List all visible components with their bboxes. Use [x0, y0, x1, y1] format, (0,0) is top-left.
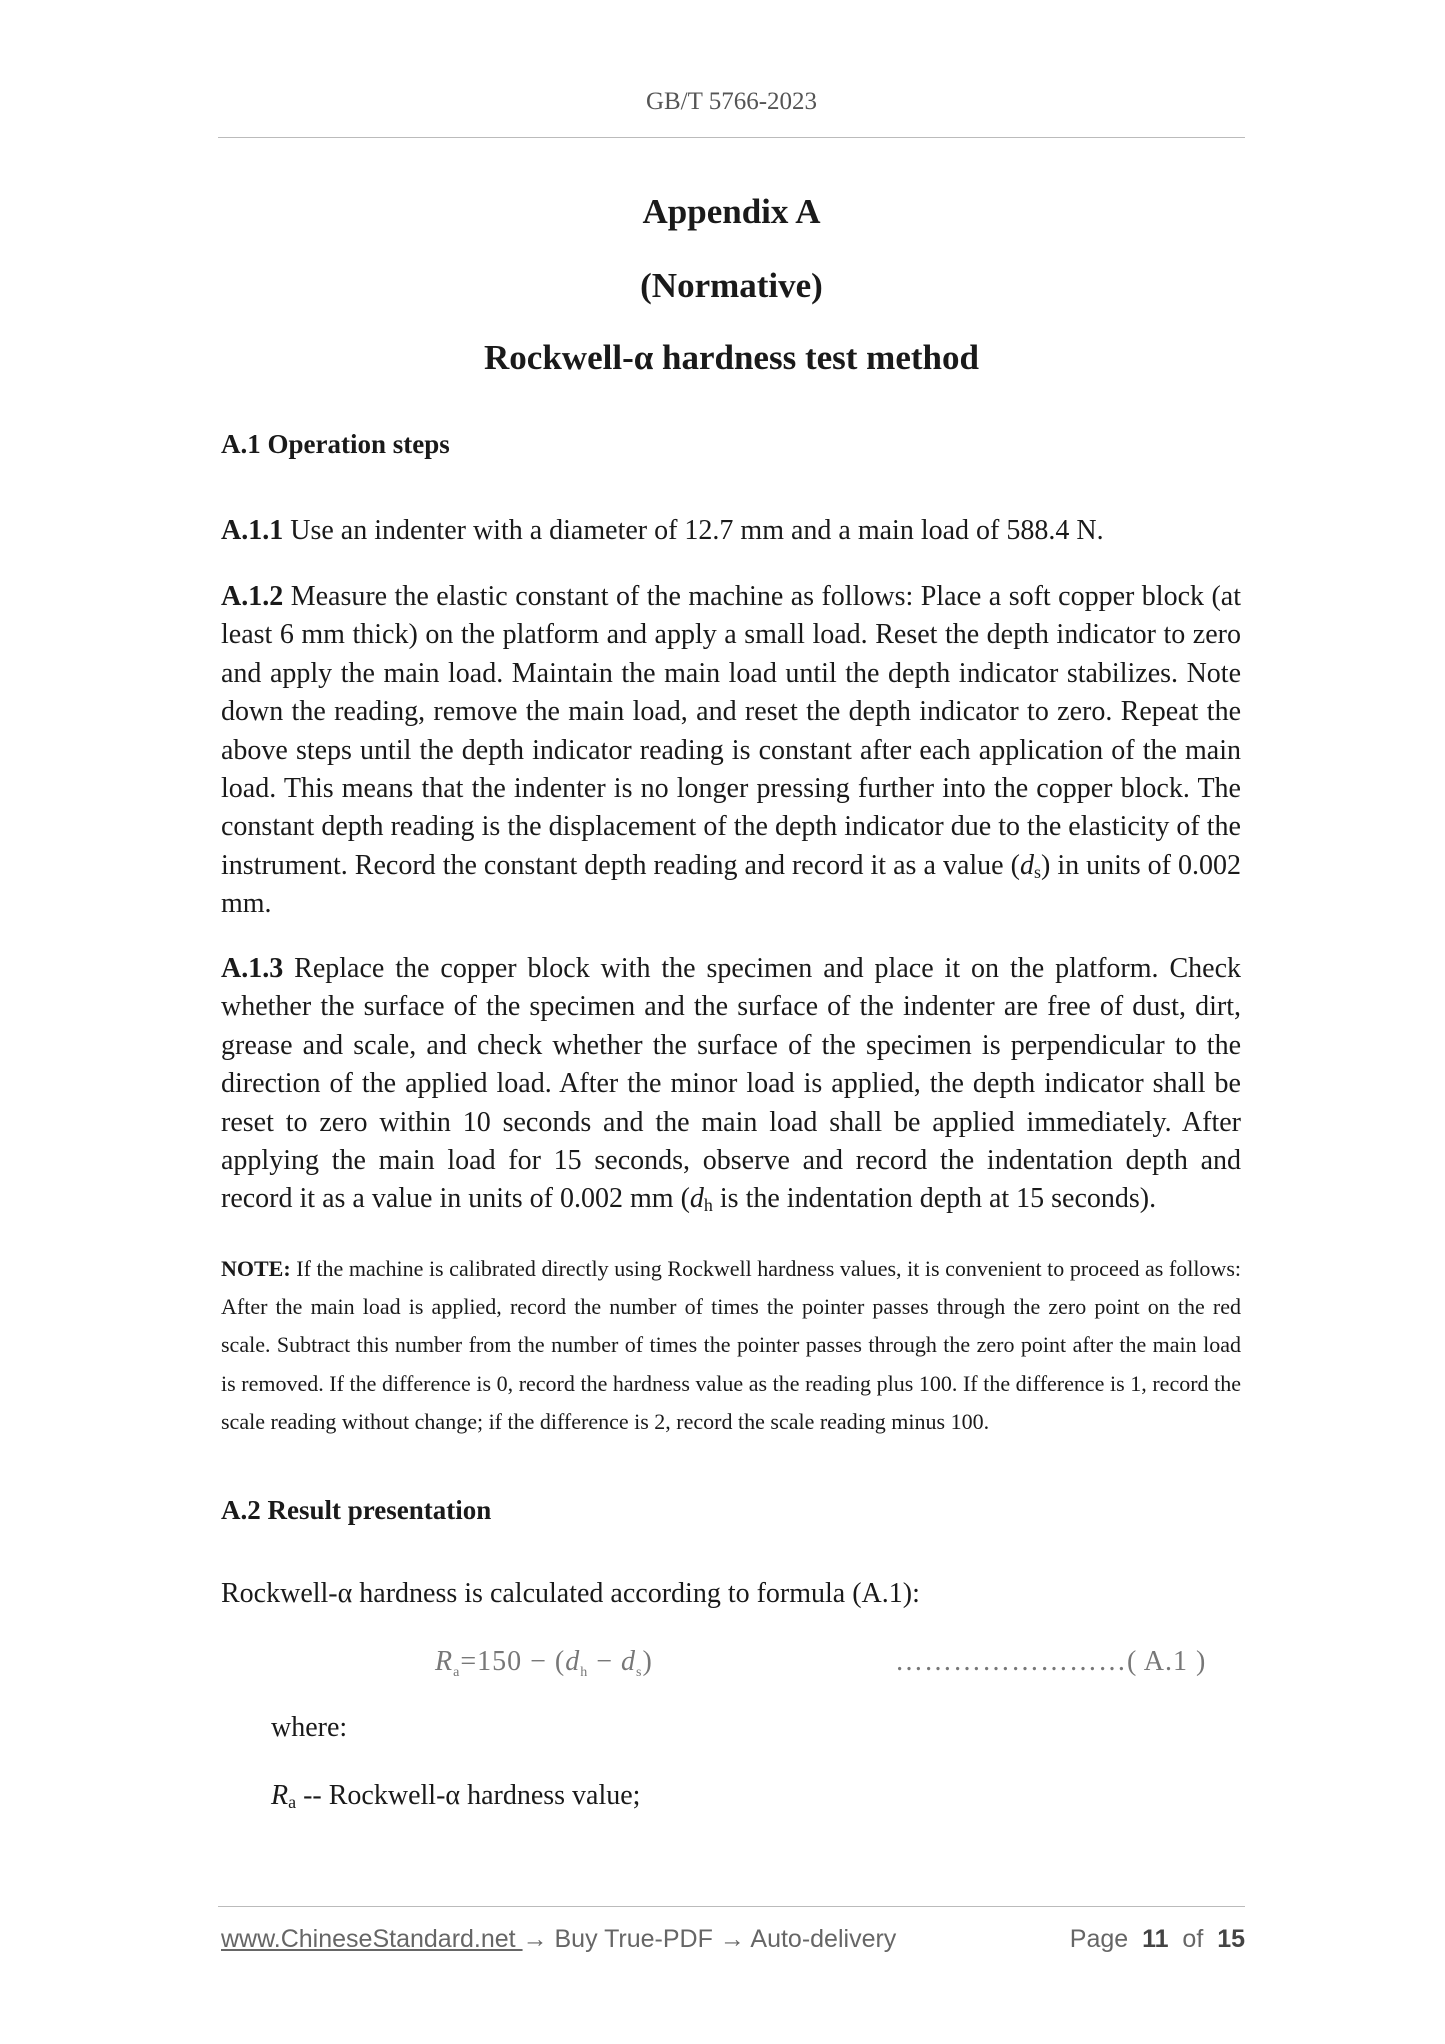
clause-a113	[221, 950, 1241, 1219]
clause-a111	[221, 512, 1241, 550]
formula-equals: =150 − (	[460, 1646, 566, 1677]
appendix-type: (Normative)	[640, 266, 823, 305]
note-paragraph	[221, 1250, 1241, 1441]
clause-number: A.1.2	[221, 581, 284, 612]
definition-subscript: a	[288, 1792, 297, 1812]
total-pages: 15	[1217, 1925, 1245, 1953]
of-label: of	[1182, 1925, 1204, 1953]
footer-left	[221, 1925, 896, 1954]
current-page: 11	[1142, 1925, 1169, 1953]
footer-tagline: → Buy True-PDF → Auto-delivery	[522, 1925, 897, 1953]
note-text: If the machine is calibrated directly using Rockwell hardness values, it is convenient to proceed as follows: After the main load is applied, record the number of times the pointer passes through the zero point on the red scale. Subtract this number from the number of times the pointer passes through the zero point after the main load is removed. If the difference is 0, record the hardness value as the reading plus 100. If the difference is 1, record the scale reading without change; if the difference is 2, record the scale reading minus 100.	[221, 1256, 1241, 1434]
formula-a1	[435, 1646, 653, 1678]
variable-subscript: s	[1033, 861, 1041, 882]
appendix-name: Rockwell-α hardness test method	[484, 338, 979, 377]
definition-ra	[271, 1780, 640, 1812]
section-heading-a1: A.1 Operation steps	[221, 429, 450, 459]
document-id-header: GB/T 5766-2023	[645, 88, 818, 115]
section-heading-a2: A.2 Result presentation	[221, 1495, 492, 1525]
page-number	[1070, 1925, 1245, 1954]
variable-subscript: h	[703, 1195, 713, 1216]
formula-minus: −	[588, 1646, 622, 1677]
header-divider	[218, 137, 1245, 138]
website-link[interactable]: www.ChineseStandard.net	[221, 1925, 523, 1953]
definition-text: -- Rockwell-α hardness value;	[296, 1780, 641, 1811]
clause-text-end: is the indentation depth at 15 seconds).	[712, 1183, 1157, 1215]
note-label: NOTE:	[221, 1256, 291, 1281]
formula-reference: ……………………( A.1 )	[895, 1646, 1207, 1677]
clause-text-end: ) in units of 0.002 mm.	[221, 849, 1241, 920]
clause-text: Replace the copper block with the specimen and place it on the platform. Check whether the surface of the specimen and the surface of the indenter are free of dust, dirt, grease and scale, and check whether the surface of the specimen is perpendicular to the direction of the applied load. After the minor load is applied, the depth indicator shall be reset to zero within 10 seconds and the main load shall be applied immediately. After applying the main load for 15 seconds, observe and record the indentation depth and record it as a value in units of 0.002 mm (	[221, 953, 1241, 1215]
clause-number: A.1.3	[221, 953, 284, 984]
formula-ds-subscript: s	[636, 1665, 643, 1680]
where-label: where:	[271, 1712, 348, 1743]
clause-text: Use an indenter with a diameter of 12.7 mm and a main load of 588.4 N.	[283, 515, 1104, 546]
formula-dh: d	[565, 1646, 581, 1677]
formula-R: R	[435, 1646, 454, 1677]
footer-divider	[218, 1906, 1245, 1907]
variable: d	[1019, 849, 1034, 881]
clause-number: A.1.1	[221, 515, 284, 546]
page-label: Page	[1069, 1925, 1129, 1953]
variable: d	[689, 1183, 704, 1215]
definition-variable: R	[271, 1780, 289, 1811]
clause-text: Measure the elastic constant of the machine as follows: Place a soft copper block (at least 6 mm thick) on the platform and apply a small load. Reset the depth indicator to zero and apply the main load. Maintain the main load until the depth indicator stabilizes. Note down the reading, remove the main load, and reset the depth indicator to zero. Repeat the above steps until the depth indicator reading is constant after each application of the main load. This means that the indenter is no longer pressing further into the copper block. The constant depth reading is the displacement of the depth indicator due to the elasticity of the instrument. Record the constant depth reading and record it as a value (	[221, 581, 1241, 881]
clause-a112	[221, 578, 1241, 924]
formula-dh-subscript: h	[580, 1665, 589, 1680]
appendix-title: Appendix A	[642, 192, 821, 231]
formula-close: )	[642, 1646, 653, 1677]
formula-ds: d	[621, 1646, 637, 1677]
formula-intro: Rockwell-α hardness is calculated according to formula (A.1):	[221, 1578, 920, 1609]
formula-R-subscript: a	[453, 1665, 461, 1680]
